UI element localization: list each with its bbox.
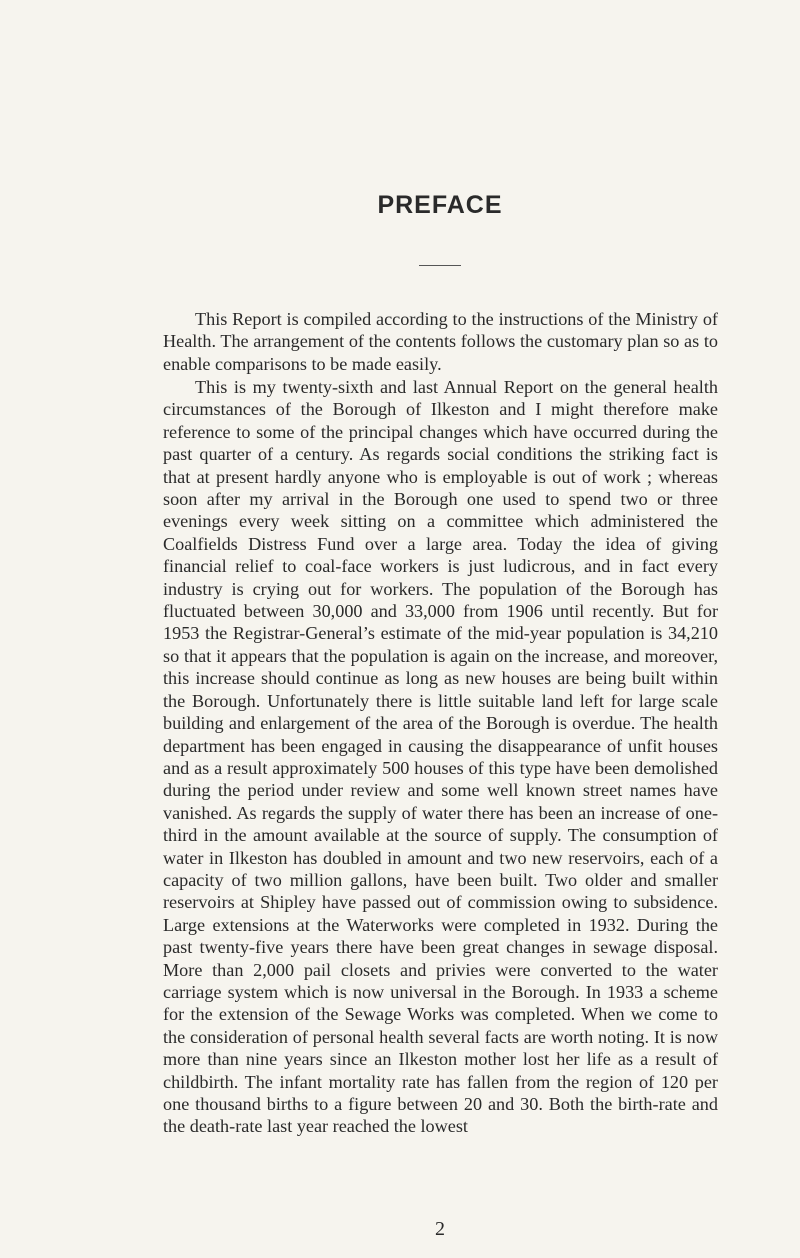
title-divider [419, 265, 461, 266]
paragraph-intro: This Report is compiled according to the instructions of the Ministry of Health. The arrangement of the contents follows the customary plan so as to enable comparisons to be made easily. [163, 309, 718, 374]
page-title: PREFACE [377, 191, 503, 219]
paragraph-main: This is my twenty-sixth and last Annual Report on the general health circumstances of the Borough of Ilkeston and I might therefore make reference to some of the principal changes which have occurred during the past quarter of a century. As regards social conditions the striking fact is that at present hardly anyone who is employable is out of work ; whereas soon after my arrival in the Borough one used to spend two or three evenings every week sitting on a committee which administered the Coalfields Distress Fund over a large area. Today the idea of giving financial relief to coal-face workers is just ludicrous, and in fact every industry is crying out for workers. The population of the Borough has fluctuated between 30,000 and 33,000 from 1906 until recently. But for 1953 the Registrar-General’s estimate of the mid-year population is 34,210 so that it appears that the population is again on the increase, and moreover, this increase should continue as long as new houses are being built within the Borough. Unfortunately there is little suitable land left for large scale building and enlargement of the area of the Borough is overdue. The health department has been engaged in causing the disappearance of unfit houses and as a result approximately 500 houses of this type have been demolished during the period under review and some well known street names have vanished. As regards the supply of water there has been an increase of one-third in the amount available at the source of supply. The consumption of water in Ilkeston has doubled in amount and two new reservoirs, each of a capacity of two million gallons, have been built. Two older and smaller reservoirs at Shipley have passed out of commission owing to subsidence. Large extensions at the Waterworks were completed in 1932. During the past twenty-five years there have been great changes in sewage disposal. More than 2,000 pail closets and privies were converted to the water carriage system which is now universal in the Borough. In 1933 a scheme for the extension of the Sewage Works was completed. When we come to the consideration of personal health several facts are worth noting. It is now more than nine years since an Ilkeston mother lost her life as a result of childbirth. The infant mortality rate has fallen from the region of 120 per one thousand births to a figure between 20 and 30. Both the birth-rate and the death-rate last year reached the lowest [163, 377, 718, 1137]
page-number: 2 [435, 1218, 445, 1240]
